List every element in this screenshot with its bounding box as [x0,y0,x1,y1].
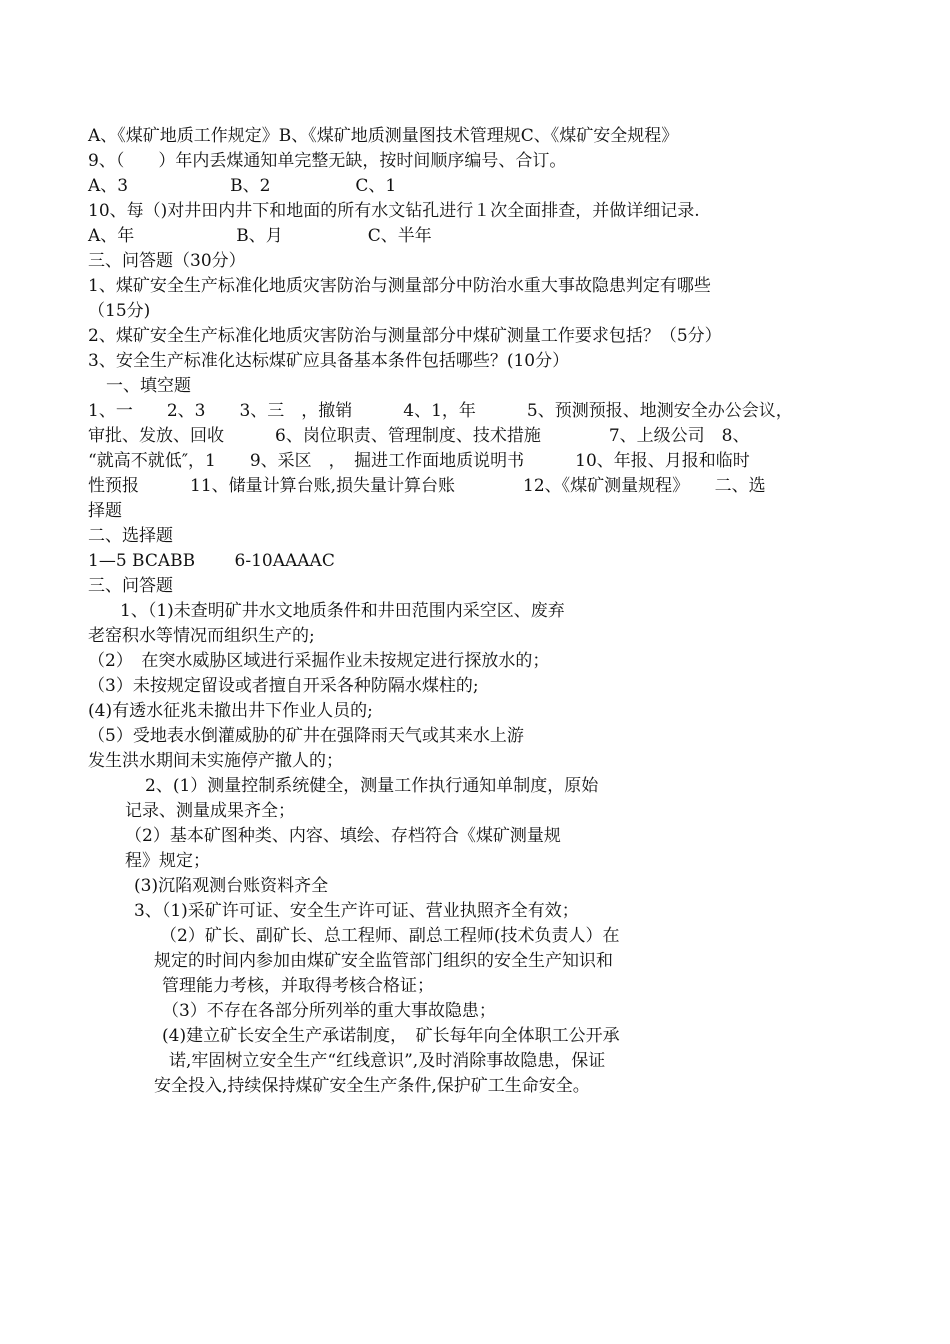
text-line: 10、每（)对井田内井下和地面的所有水文钻孔进行１次全面排查，并做详细记录. [88,201,700,221]
text-line: (4)建立矿长安全生产承诺制度， 矿长每年向全体职工公开承 [162,1026,620,1046]
text-line: （3）未按规定留设或者擅自开采各种防隔水煤柱的; [88,676,479,696]
text-line: 老窑积水等情况而组织生产的; [88,626,315,646]
text-line: 1、一 2、3 3、三 ，撤销 4、1，年 5、预测预报、地测安全办公会议， [88,401,793,421]
text-line: （15分) [88,301,151,321]
text-line: A、年 B、月 C、半年 [88,226,432,246]
text-line: 择题 [88,501,122,521]
text-line: 2、煤矿安全生产标准化地质灾害防治与测量部分中煤矿测量工作要求包括？（5分） [88,326,722,346]
text-line: A、3 B、2 C、1 [88,176,397,196]
text-line: 诺,牢固树立安全生产“红线意识”,及时消除事故隐患，保证 [169,1051,606,1071]
text-line: 3、（1)采矿许可证、安全生产许可证、营业执照齐全有效； [134,901,579,921]
text-line: （2）基本矿图种类、内容、填绘、存档符合《煤矿测量规 [125,826,561,846]
text-line: A、《煤矿地质工作规定》B、《煤矿地质测量图技术管理规C、《煤矿安全规程》 [88,126,679,146]
text-line: (4)有透水征兆未撤出井下作业人员的; [88,701,373,721]
text-line: 记录、测量成果齐全； [125,801,295,821]
text-line: (3)沉陷观测台账资料齐全 [134,876,329,896]
text-line: 规定的时间内参加由煤矿安全监管部门组织的安全生产知识和 [154,951,613,971]
section-heading: 二、选择题 [88,526,173,546]
section-heading: 一、填空题 [106,376,191,396]
text-line: 管理能力考核，并取得考核合格证； [162,976,434,996]
text-line: （2） 在突水威胁区域进行采掘作业未按规定进行探放水的； [88,651,550,671]
text-line: 9、（ ）年内丢煤通知单完整无缺，按时间顺序编号、合订。 [88,151,567,171]
text-line: 1、煤矿安全生产标准化地质灾害防治与测量部分中防治水重大事故隐患判定有哪些 [88,276,711,296]
text-line: “就高不就低″，1 9、采区 ， 掘进工作面地质说明书 10、年报、月报和临时 [88,451,750,471]
text-line: 审批、发放、回收 6、岗位职责、管理制度、技术措施 7、上级公司 8、 [88,426,750,446]
text-line: （2）矿长、副矿长、总工程师、副总工程师(技术负责人）在 [160,926,620,946]
section-heading: 三、问答题（30分） [88,251,246,271]
text-line: 3、安全生产标准化达标煤矿应具备基本条件包括哪些？(10分） [88,351,570,371]
text-line: 1、（1)未查明矿井水文地质条件和井田范围内采空区、废弃 [120,601,565,621]
text-line: 发生洪水期间未实施停产撤人的； [88,751,343,771]
text-line: （5）受地表水倒灌威胁的矿井在强降雨天气或其来水上游 [88,726,524,746]
section-heading: 三、问答题 [88,576,173,596]
text-line: 2、(1）测量控制系统健全，测量工作执行通知单制度，原始 [145,776,599,796]
text-line: 程》规定； [125,851,210,871]
text-line: （3）不存在各部分所列举的重大事故隐患； [162,1001,496,1021]
text-line: 安全投入,持续保持煤矿安全生产条件,保护矿工生命安全。 [154,1076,590,1096]
text-line: 1—5 BCABB 6-10AAAAC [88,551,335,571]
text-line: 性预报 11、储量计算台账,损失量计算台账 12、《煤矿测量规程》 二、选 [88,476,766,496]
